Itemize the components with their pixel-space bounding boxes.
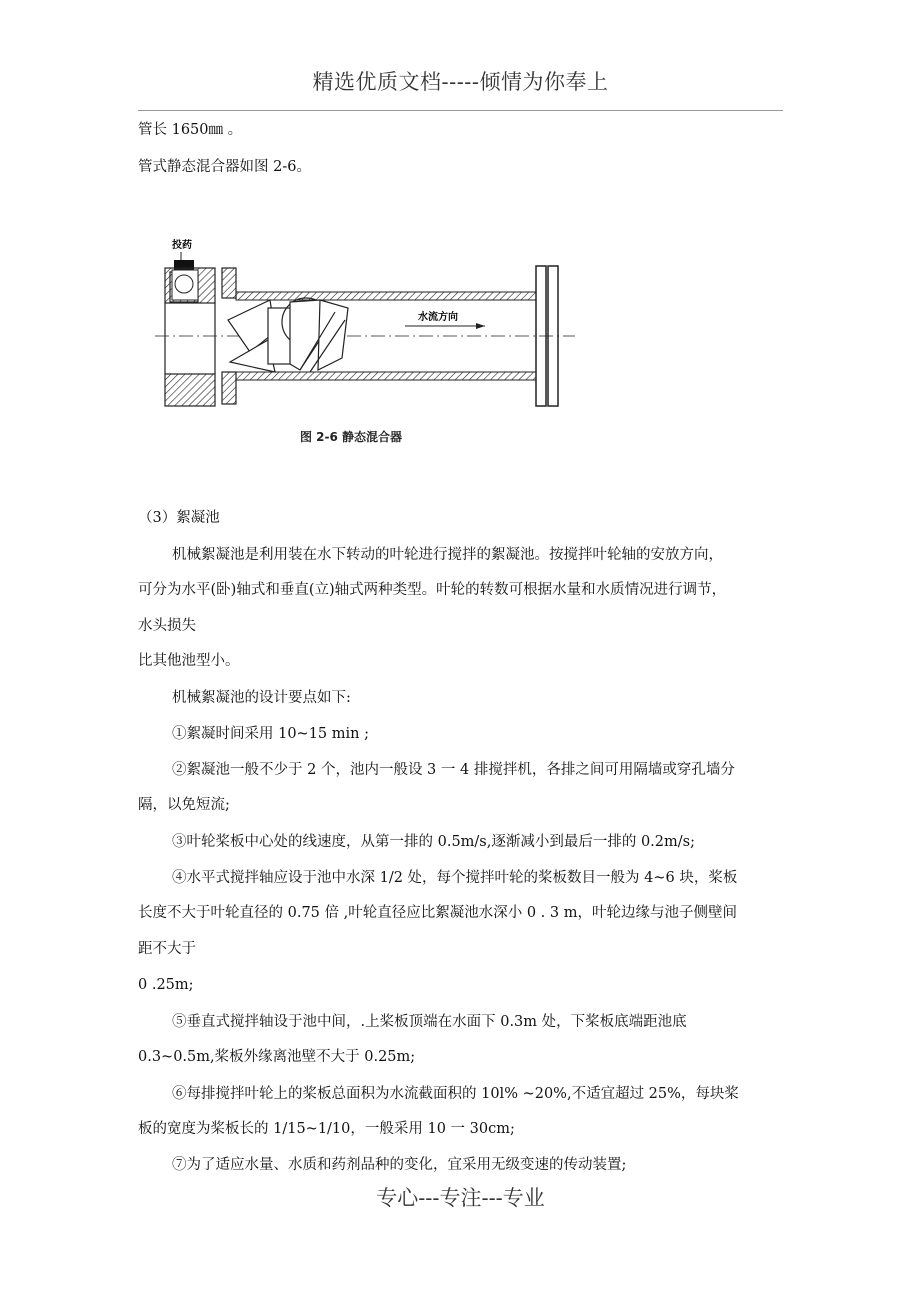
- section-heading: （3）絮凝池: [138, 510, 220, 526]
- static-mixer-diagram: [150, 232, 580, 422]
- para1-line3: 水头损失: [138, 618, 196, 634]
- item7: ⑦为了适应水量、水质和药剂品种的变化，宜采用无级变速的传动装置;: [172, 1157, 627, 1173]
- item4-line1: ④水平式搅拌轴应设于池中水深 1/2 处，每个搅拌叶轮的桨板数目一般为 4~6 块，桨板: [172, 870, 738, 886]
- para2: 机械絮凝池的设计要点如下:: [172, 690, 351, 706]
- header-divider: [138, 110, 783, 111]
- flow-direction-label: 水流方向: [418, 312, 458, 323]
- item6-line2: 板的宽度为桨板长的 1/15~1/10，一般采用 10 一 30cm;: [138, 1121, 515, 1137]
- item3: ③叶轮桨板中心处的线速度，从第一排的 0.5m/s,逐渐减小到最后一排的 0.2m/s;: [172, 834, 695, 850]
- item2-line2: 隔，以免短流;: [138, 797, 230, 813]
- item1: ①絮凝时间采用 10~15 min ;: [172, 726, 369, 742]
- item5-line2: 0.3~0.5m,桨板外缘离池壁不大于 0.25m;: [138, 1049, 416, 1065]
- figure-reference-text: 管式静态混合器如图 2-6。: [138, 159, 311, 175]
- pipe-wall-bottom: [236, 372, 536, 380]
- item4-line2: 长度不大于叶轮直径的 0.75 倍 ,叶轮直径应比絮凝池水深小 0 . 3 m，叶轮边缘与池子侧壁间: [138, 905, 737, 921]
- item2-line1: ②絮凝池一般不少于 2 个，池内一般设 3 一 4 排搅拌机，各排之间可用隔墙或穿孔墙分: [172, 762, 735, 778]
- pipe-length-text: 管长 1650㎜ 。: [138, 122, 243, 138]
- left-flange-bottom: [165, 374, 215, 406]
- para1-line2: 可分为水平(卧)轴式和垂直(立)轴式两种类型。叶轮的转数可根据水量和水质情况进行调节，: [138, 582, 727, 598]
- item6-line1: ⑥每排搅拌叶轮上的桨板总面积为水流截面积的 10l% ~20%,不适宜超过 25%，每块桨: [172, 1086, 739, 1102]
- page-header: 精选优质文档-----倾情为你奉上: [312, 70, 609, 94]
- figure-caption: 图 2-6 静态混合器: [300, 430, 403, 444]
- para1-line1: 机械絮凝池是利用装在水下转动的叶轮进行搅拌的絮凝池。按搅拌叶轮轴的安放方向，: [172, 547, 723, 563]
- mixing-elements: [228, 298, 348, 372]
- item5-line1: ⑤垂直式搅拌轴设于池中间，.上桨板顶端在水面下 0.3m 处，下桨板底端距池底: [172, 1014, 687, 1030]
- para1-line4: 比其他池型小。: [138, 653, 240, 669]
- page-footer: 专心---专注---专业: [376, 1186, 545, 1210]
- item4-line3: 距不大于: [138, 941, 196, 957]
- static-mixer-figure: [150, 232, 580, 457]
- pipe-wall-top: [236, 292, 536, 300]
- dosing-label: 投药: [172, 240, 192, 251]
- item4-line4: 0 .25m;: [138, 977, 194, 993]
